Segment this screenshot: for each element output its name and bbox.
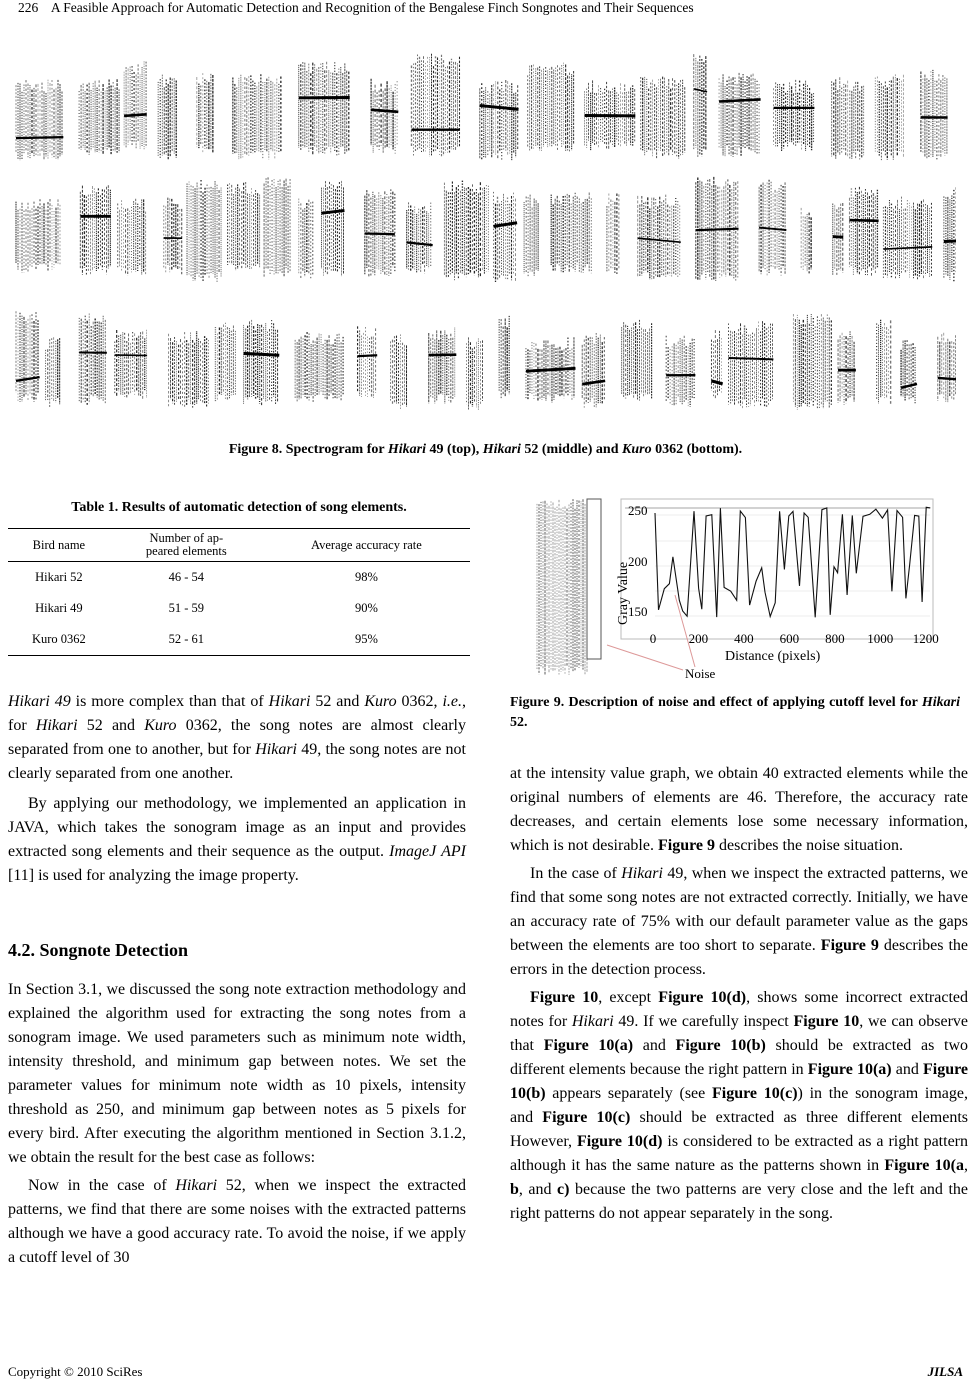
- x-tick: 1200: [912, 631, 939, 646]
- section-heading: 4.2. Songnote Detection: [8, 940, 188, 960]
- right-column: [510, 762, 968, 1226]
- spectrogram-note: [638, 195, 681, 280]
- spectrogram-note: [124, 61, 147, 150]
- spectrogram-note: [79, 313, 107, 404]
- paragraph: In the case of Hikari 49, when we inspect the extracted patterns, we find that some song notes are not extracted correctly. Initially, we have an accuracy rate of 75% with our default parameter value as the gaps between the elements are too short to separate. Figure 9 describes the errors in the detection process.: [510, 865, 969, 978]
- spectrogram-note: [499, 316, 509, 398]
- spectrogram-note: [883, 197, 932, 280]
- y-tick: 150: [628, 604, 648, 619]
- spectrogram-note: [582, 333, 605, 408]
- spectrogram-note: [466, 337, 482, 409]
- spectrogram-note: [759, 180, 786, 276]
- spectrogram-note: [480, 80, 519, 160]
- spectrogram-note: [358, 326, 378, 398]
- spectrogram-note: [215, 323, 235, 401]
- spectrogram-note: [528, 63, 574, 152]
- spectrogram-note: [666, 336, 695, 407]
- spectrogram-note: [411, 54, 459, 157]
- column-header: Average accuracy rate: [263, 529, 470, 562]
- paragraph: In Section 3.1, we discussed the song note extraction methodology and explained the algorithm used for extracting the song notes from a sonogram image. We used parameters such as minimum note width, intensity threshold, and minimum gap between notes. We set the parameter values for minimum note width as 10 pixels, intensity threshold as 250, and minimum gap between notes as 5 pixels for every bird. After executing the algorithm mentioned in Section 3.1.2, we obtain the result for the best case as follows:: [8, 981, 466, 1166]
- spectrogram-note: [524, 195, 538, 278]
- spectrogram-note: [197, 73, 213, 153]
- journal-footer: JILSA: [927, 1364, 963, 1379]
- left-column-bottom: [8, 978, 466, 1270]
- page-number: 226: [18, 0, 39, 15]
- spectrogram-note: [793, 314, 831, 410]
- y-tick: 200: [628, 554, 648, 569]
- spectrogram-note: [264, 177, 290, 276]
- spectrogram-note: [233, 74, 281, 160]
- table-row: Hikari 52 46 - 54 98%: [35, 570, 378, 585]
- spectrogram-note: [187, 180, 221, 282]
- y-axis-label: Gray Value: [616, 561, 631, 625]
- y-tick: 250: [628, 503, 648, 518]
- figure-9-caption: Figure 9. Description of noise and effect of applying cutoff level for Hikari 52.: [510, 695, 960, 730]
- spectrogram-note: [551, 192, 591, 273]
- spectrogram-note: [295, 332, 343, 402]
- spectrogram-note: [79, 79, 119, 155]
- spectrogram-note: [244, 320, 280, 405]
- spectrogram-note: [696, 177, 739, 281]
- copyright-footer: Copyright © 2010 SciRes: [8, 1364, 143, 1379]
- paragraph: By applying our methodology, we implemented an application in JAVA, which takes the sonogram image as an input and provides extracted song elements and their sequence as the output. ImageJ API [11] is used for analyzing the image property.: [8, 795, 467, 884]
- paragraph: at the intensity value graph, we obtain 40 extracted elements while the original numbers of elements are 46. Therefore, the accuracy rate decreases, and certain elements lose some necessary information, which is not desirable. Figure 9 describes the noise situation.: [510, 765, 968, 854]
- spectrogram-note: [80, 185, 110, 275]
- spectrogram-note: [641, 77, 685, 159]
- spectrogram-note: [832, 77, 864, 159]
- spectrogram-note: [16, 80, 63, 160]
- x-tick: 400: [734, 631, 754, 646]
- spectrogram-note: [494, 192, 518, 283]
- spectrogram-note: [526, 337, 576, 402]
- spectrogram-note: [299, 199, 313, 280]
- spectrogram-note: [921, 70, 948, 160]
- paragraph: Hikari 49 is more complex than that of Hikari 52 and Kuro 0362, i.e., for Hikari 52 and Kuro 0362, the song notes are almost clearly separated from one to another, but for Hikari 49, the song notes are not clearly separated from one another.: [8, 693, 467, 782]
- x-tick: 600: [779, 631, 800, 646]
- spectrogram-note: [158, 75, 176, 160]
- spectrogram-note: [838, 332, 856, 405]
- figure-9-intensity-graph: [535, 495, 940, 680]
- spectrogram-note: [944, 186, 956, 281]
- table-row: Hikari 49 51 - 59 90%: [35, 601, 378, 616]
- spectrogram-note: [833, 203, 843, 276]
- x-tick: 200: [688, 631, 709, 646]
- paragraph: Now in the case of Hikari 52, when we inspect the extracted patterns, we find that there are some noises with the extracted patterns although we have a good accuracy rate. To avoid the noise, if we apply a cutoff level of 30: [8, 1177, 466, 1266]
- x-tick: 800: [825, 631, 845, 646]
- spectrogram-note: [164, 198, 182, 275]
- x-axis-label: Distance (pixels): [725, 649, 821, 664]
- spectrogram-note: [371, 79, 398, 154]
- spectrogram-note: [711, 330, 722, 399]
- running-header: [18, 0, 694, 16]
- spectrogram-hikari-49: [14, 48, 956, 168]
- column-header: Number of ap- peared elements: [110, 529, 263, 562]
- spectrogram-note: [299, 62, 350, 155]
- spectrogram-note: [622, 320, 652, 401]
- paragraph: Figure 10, except Figure 10(d), shows some incorrect extracted notes for Hikari 49. If we carefully inspect Figure 10, we can observe that Figure 10(a) and Figure 10(b) should be extracted as two different elements because the right pattern in Figure 10(a) and Figure 10(b) appears separately (see Figure 10(c)) in the sonogram image, and Figure 10(c) should be extracted as three different elements However, Figure 10(d) is considered to be extracted as a right pattern although it has the same nature as the patterns shown in Figure 10(a, b, and c) because the two patterns are very close and the left and the right patterns do not appear separately in the song.: [510, 989, 969, 1222]
- spectrogram-note: [16, 311, 40, 402]
- figure-8-caption: Figure 8. Spectrogram for Hikari 49 (top), Hikari 52 (middle) and Kuro 0362 (bottom).: [228, 442, 743, 457]
- spectrogram-note: [407, 202, 433, 273]
- spectrogram-note: [365, 189, 395, 276]
- spectrogram-note: [391, 334, 407, 409]
- x-tick: 0: [649, 631, 657, 646]
- results-table: [8, 528, 470, 656]
- spectrogram-hikari-52: [14, 170, 956, 290]
- column-header: Bird name: [8, 529, 110, 562]
- spectrogram-note: [169, 331, 209, 407]
- left-column-top: [8, 690, 466, 888]
- spectrogram-note: [877, 320, 891, 404]
- spectrogram-note: [115, 330, 147, 399]
- spectrogram-note: [875, 74, 903, 160]
- table-row: Kuro 0362 52 - 61 95%: [8, 624, 470, 656]
- spectrogram-note: [321, 181, 344, 276]
- spectrogram-note: [118, 199, 146, 276]
- spectrogram-note: [585, 80, 636, 150]
- spectrogram-note: [938, 330, 956, 403]
- spectrogram-note: [849, 187, 878, 276]
- spectrogram-note: [444, 181, 488, 281]
- spectrogram-note: [801, 208, 811, 274]
- spectrogram-note: [774, 80, 815, 152]
- spectrogram-note: [46, 337, 60, 407]
- spectrogram-note: [694, 54, 707, 157]
- spectrogram-note: [16, 199, 60, 272]
- spectrogram-kuro-0362: [14, 305, 956, 417]
- spectrogram-note: [228, 182, 260, 271]
- spectrogram-note: [607, 193, 619, 273]
- spectrogram-note: [719, 73, 761, 157]
- spectrogram-note: [729, 321, 774, 408]
- spectrogram-note: [901, 340, 917, 404]
- noise-label: Noise: [685, 666, 716, 680]
- spectrogram-note: [429, 328, 457, 404]
- running-title: A Feasible Approach for Automatic Detection and Recognition of the Bengalese Finch Songnotes and Their Sequences: [50, 0, 694, 15]
- table-1-caption: Table 1. Results of automatic detection of song elements.: [71, 500, 407, 515]
- x-tick: 1000: [867, 631, 894, 646]
